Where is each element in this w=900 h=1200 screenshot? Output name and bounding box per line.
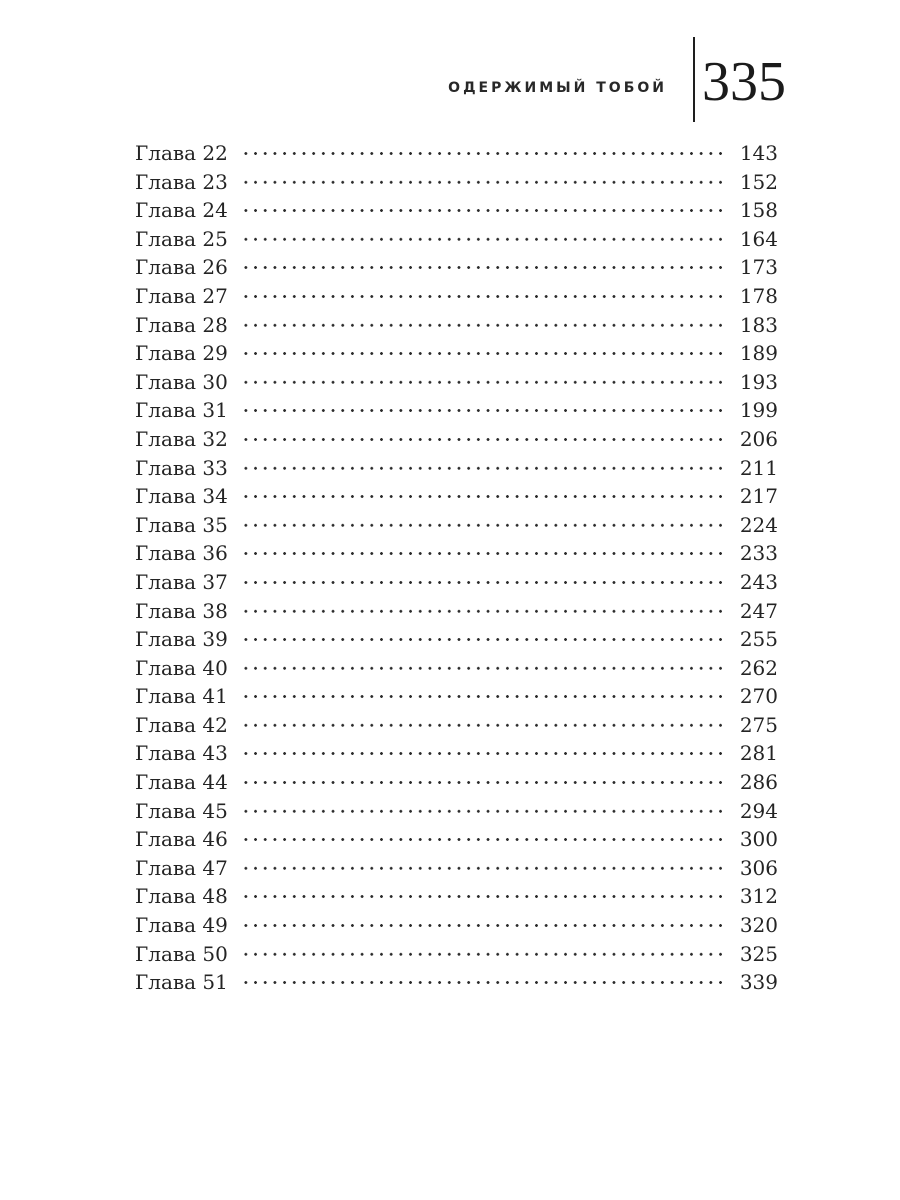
chapter-page-number: 306 <box>739 855 778 880</box>
toc-entry <box>135 396 778 425</box>
chapter-page-number: 325 <box>739 941 778 966</box>
toc-entry <box>135 711 778 740</box>
chapter-label: Глава 34 <box>135 484 228 509</box>
chapter-page-number: 211 <box>739 455 778 480</box>
chapter-label: Глава 42 <box>135 712 228 737</box>
chapter-page-number: 281 <box>739 741 778 766</box>
chapter-page-number: 164 <box>739 226 778 251</box>
toc-entry <box>135 511 778 540</box>
chapter-page-number: 255 <box>739 627 778 652</box>
chapter-label: Глава 32 <box>135 426 228 451</box>
dot-leader <box>241 539 728 568</box>
chapter-label: Глава 30 <box>135 369 228 394</box>
toc-entry <box>135 682 778 711</box>
dot-leader <box>241 711 728 740</box>
dot-leader <box>241 825 728 854</box>
toc-entry <box>135 282 778 311</box>
chapter-page-number: 247 <box>739 598 778 623</box>
dot-leader <box>241 311 728 340</box>
running-title: ОДЕРЖИМЫЙ ТОБОЙ <box>448 80 667 96</box>
toc-entry <box>135 739 778 768</box>
chapter-label: Глава 36 <box>135 541 228 566</box>
toc-entry <box>135 654 778 683</box>
chapter-label: Глава 45 <box>135 798 228 823</box>
dot-leader <box>241 396 728 425</box>
chapter-label: Глава 29 <box>135 341 228 366</box>
dot-leader <box>241 597 728 626</box>
chapter-label: Глава 39 <box>135 627 228 652</box>
chapter-label: Глава 26 <box>135 255 228 280</box>
chapter-label: Глава 41 <box>135 684 228 709</box>
toc-entry <box>135 225 778 254</box>
chapter-page-number: 233 <box>739 541 778 566</box>
toc-entry <box>135 253 778 282</box>
toc-entry <box>135 968 778 997</box>
dot-leader <box>241 968 728 997</box>
chapter-page-number: 243 <box>739 569 778 594</box>
chapter-page-number: 312 <box>739 884 778 909</box>
chapter-page-number: 189 <box>739 341 778 366</box>
dot-leader <box>241 282 728 311</box>
chapter-label: Глава 49 <box>135 913 228 938</box>
chapter-page-number: 300 <box>739 827 778 852</box>
toc-entry <box>135 882 778 911</box>
chapter-page-number: 275 <box>739 712 778 737</box>
toc-entry <box>135 911 778 940</box>
chapter-page-number: 262 <box>739 655 778 680</box>
toc-entry <box>135 625 778 654</box>
toc-entry <box>135 854 778 883</box>
table-of-contents <box>135 139 778 997</box>
chapter-label: Глава 27 <box>135 283 228 308</box>
dot-leader <box>241 654 728 683</box>
dot-leader <box>241 682 728 711</box>
toc-entry <box>135 539 778 568</box>
chapter-label: Глава 23 <box>135 169 228 194</box>
chapter-page-number: 183 <box>739 312 778 337</box>
dot-leader <box>241 568 728 597</box>
dot-leader <box>241 854 728 883</box>
toc-entry <box>135 311 778 340</box>
toc-entry <box>135 168 778 197</box>
chapter-label: Глава 43 <box>135 741 228 766</box>
dot-leader <box>241 454 728 483</box>
chapter-page-number: 173 <box>739 255 778 280</box>
dot-leader <box>241 511 728 540</box>
chapter-page-number: 152 <box>739 169 778 194</box>
page-number: 335 <box>702 51 786 113</box>
chapter-page-number: 224 <box>739 512 778 537</box>
chapter-label: Глава 33 <box>135 455 228 480</box>
toc-entry <box>135 425 778 454</box>
dot-leader <box>241 196 728 225</box>
toc-entry <box>135 597 778 626</box>
dot-leader <box>241 225 728 254</box>
toc-entry <box>135 797 778 826</box>
chapter-page-number: 178 <box>739 283 778 308</box>
chapter-label: Глава 48 <box>135 884 228 909</box>
chapter-label: Глава 22 <box>135 141 228 165</box>
chapter-page-number: 294 <box>739 798 778 823</box>
chapter-label: Глава 47 <box>135 855 228 880</box>
chapter-page-number: 286 <box>739 770 778 795</box>
chapter-page-number: 339 <box>739 970 778 995</box>
toc-entry <box>135 196 778 225</box>
chapter-label: Глава 46 <box>135 827 228 852</box>
chapter-label: Глава 35 <box>135 512 228 537</box>
chapter-label: Глава 37 <box>135 569 228 594</box>
chapter-label: Глава 44 <box>135 770 228 795</box>
chapter-page-number: 320 <box>739 913 778 938</box>
chapter-label: Глава 28 <box>135 312 228 337</box>
chapter-label: Глава 50 <box>135 941 228 966</box>
dot-leader <box>241 739 728 768</box>
dot-leader <box>241 940 728 969</box>
chapter-label: Глава 51 <box>135 970 228 995</box>
toc-entry <box>135 339 778 368</box>
toc-entry <box>135 940 778 969</box>
dot-leader <box>241 797 728 826</box>
chapter-label: Глава 31 <box>135 398 228 423</box>
dot-leader <box>241 911 728 940</box>
toc-entry <box>135 368 778 397</box>
chapter-page-number: 193 <box>739 369 778 394</box>
chapter-page-number: 199 <box>739 398 778 423</box>
dot-leader <box>241 139 728 168</box>
dot-leader <box>241 768 728 797</box>
dot-leader <box>241 253 728 282</box>
chapter-page-number: 158 <box>739 198 778 223</box>
toc-entry <box>135 454 778 483</box>
chapter-label: Глава 40 <box>135 655 228 680</box>
dot-leader <box>241 482 728 511</box>
chapter-label: Глава 25 <box>135 226 228 251</box>
chapter-page-number: 270 <box>739 684 778 709</box>
dot-leader <box>241 339 728 368</box>
toc-entry <box>135 568 778 597</box>
dot-leader <box>241 625 728 654</box>
toc-entry <box>135 768 778 797</box>
chapter-label: Глава 24 <box>135 198 228 223</box>
dot-leader <box>241 882 728 911</box>
dot-leader <box>241 425 728 454</box>
chapter-label: Глава 38 <box>135 598 228 623</box>
toc-entry <box>135 482 778 511</box>
toc-entry <box>135 825 778 854</box>
chapter-page-number: 206 <box>739 426 778 451</box>
toc-entry <box>135 139 778 168</box>
dot-leader <box>241 168 728 197</box>
chapter-page-number: 143 <box>739 141 778 165</box>
header-divider <box>693 37 695 122</box>
chapter-page-number: 217 <box>739 484 778 509</box>
dot-leader <box>241 368 728 397</box>
